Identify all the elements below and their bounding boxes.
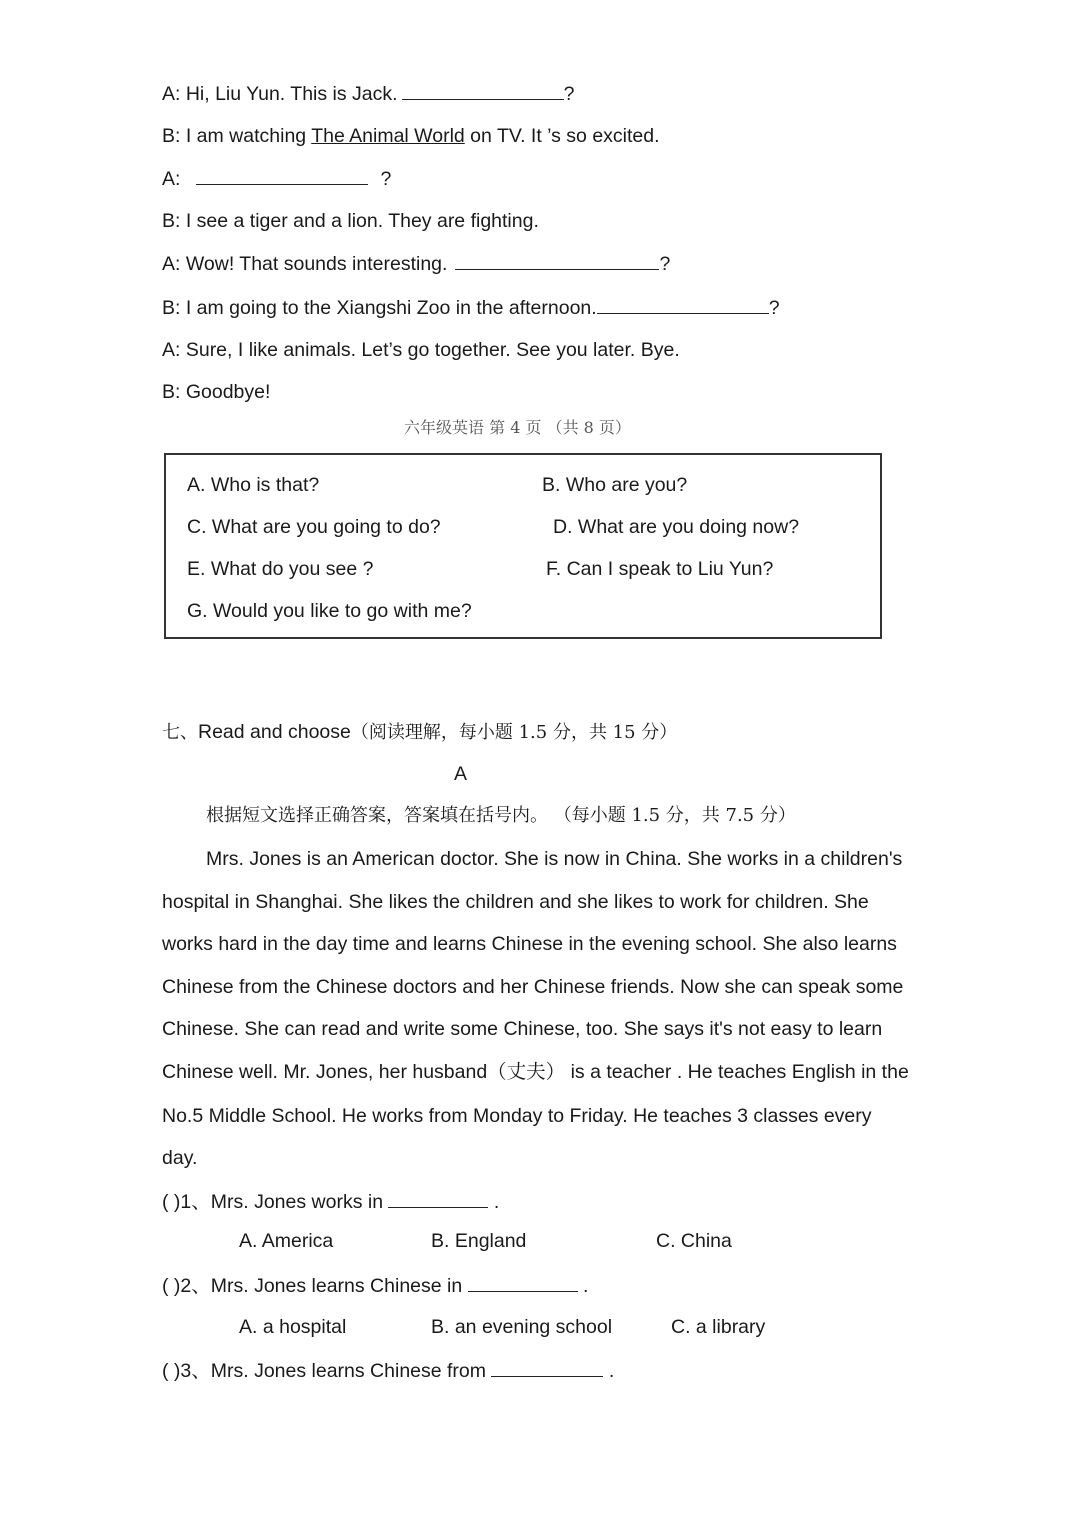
q1-choice-c: C. China [656,1230,732,1252]
answer-blank[interactable] [455,251,659,270]
question-1: ( )1、Mrs. Jones works in . [162,1191,500,1213]
page-footer: 六年级英语 第 4 页 （共 8 页） [404,418,631,437]
dialogue-line-4: B: I see a tiger and a lion. They are fighting. [162,210,539,232]
option-g: G. Would you like to go with me? [187,600,472,622]
underlined-title: The Animal World [311,125,465,147]
line-text: ? [563,83,575,105]
line-text: A: Hi, Liu Yun. This is Jack. [162,83,398,105]
answer-blank[interactable] [468,1273,578,1292]
option-e: E. What do you see ? [187,558,374,580]
part-label: A [454,763,468,785]
instruction: 根据短文选择正确答案，答案填在括号内。 （每小题 1.5 分，共 7.5 分） [206,805,796,826]
answer-blank[interactable] [388,1189,488,1208]
q2-choice-a: A. a hospital [239,1316,347,1338]
option-d: D. What are you doing now? [553,516,800,538]
q1-choice-b: B. England [431,1230,527,1252]
dialogue-line-1 [162,81,574,106]
line-text: ? [659,253,671,275]
line-text: ? [380,168,392,190]
option-b: B. Who are you? [542,474,688,496]
question-text: ( )1、Mrs. Jones works in [162,1191,384,1213]
question-2: ( )2、Mrs. Jones learns Chinese in . [162,1275,589,1297]
question-text: ( )2、Mrs. Jones learns Chinese in [162,1275,463,1297]
line-text: B: I am going to the Xiangshi Zoo in the afternoon. [162,297,597,319]
line-text: on TV. It ’s so excited. [464,125,660,147]
passage-line: Mrs. Jones is an American doctor. She is now in China. She works in a children's [206,848,903,870]
q1-choice-a: A. America [239,1230,334,1252]
question-text: ( )3、Mrs. Jones learns Chinese from [162,1360,487,1382]
dialogue-line-7: A: Sure, I like animals. Let’s go together. See you later. Bye. [162,339,680,361]
passage-line: Chinese. She can read and write some Chinese, too. She says it's not easy to learn [162,1018,883,1040]
passage-line: No.5 Middle School. He works from Monday to Friday. He teaches 3 classes every [162,1105,872,1127]
option-c: C. What are you going to do? [187,516,441,538]
passage-line: Chinese well. Mr. Jones, her husband（丈夫） is a teacher . He teaches English in the [162,1061,909,1083]
line-text: A: [162,168,181,190]
section-title: Read and choose [198,721,351,743]
dialogue-line-6 [162,295,780,320]
line-text: B: I am watching [162,125,312,147]
dialogue-line-8: B: Goodbye! [162,381,271,403]
answer-blank[interactable] [196,166,368,185]
question-3: ( )3、Mrs. Jones learns Chinese from . [162,1360,615,1382]
answer-blank[interactable] [491,1358,603,1377]
answer-blank[interactable] [402,81,564,100]
q2-choice-c: C. a library [671,1316,766,1338]
line-text: ? [768,297,780,319]
passage-line: Chinese from the Chinese doctors and her Chinese friends. Now she can speak some [162,976,904,998]
section-note: （阅读理解，每小题 1.5 分，共 15 分） [350,722,678,743]
option-f: F. Can I speak to Liu Yun? [546,558,774,580]
answer-blank[interactable] [597,295,769,314]
dialogue-line-5 [162,251,670,276]
passage-line: day. [162,1147,198,1169]
dialogue-line-3 [162,166,391,191]
line-text: A: Wow! That sounds interesting. [162,253,448,275]
passage-line: hospital in Shanghai. She likes the children and she likes to work for children. She [162,891,869,913]
passage-line: works hard in the day time and learns Chinese in the evening school. She also learns [162,933,897,955]
options-box [164,453,882,639]
option-a: A. Who is that? [187,474,320,496]
section-number: 七、 [162,722,198,743]
section-heading [162,720,677,745]
dialogue-line-2 [162,124,660,148]
q2-choice-b: B. an evening school [431,1316,613,1338]
